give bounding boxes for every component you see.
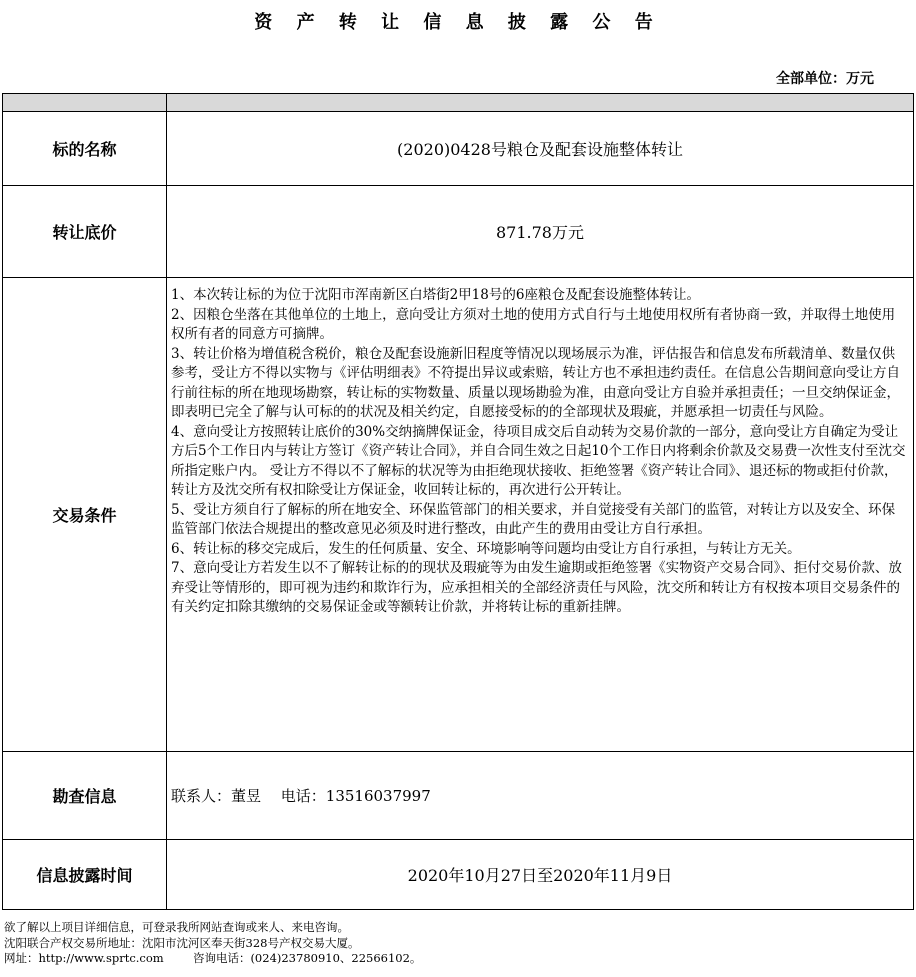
row-asset-name: [3, 112, 914, 186]
footer-line-address: 沈阳联合产权交易所地址：沈阳市沈河区奉天街328号产权交易大厦。: [4, 935, 360, 950]
unit-label: 全部单位：万元: [776, 71, 874, 87]
footer-line-inquiry: 欲了解以上项目详细信息，可登录我所网站查询或来人、来电咨询。: [4, 920, 349, 934]
row-reserve-price: [3, 186, 914, 278]
asset-name-label: 标的名称: [3, 112, 167, 186]
row-inspection-info: [3, 752, 914, 840]
trade-conditions-label: 交易条件: [3, 278, 167, 752]
condition-item: 6、转让标的移交完成后，发生的任何质量、安全、环境影响等问题均由受让方自行承担，与转让方无关。: [171, 540, 801, 557]
reserve-price-label: 转让底价: [3, 186, 167, 278]
row-disclosure-period: [3, 840, 914, 910]
condition-item: 2、因粮仓坐落在其他单位的土地上，意向受让方须对土地的使用方式自行与土地使用权所有者协商一致，并取得土地使用权所有者的同意方可摘牌。: [171, 306, 896, 342]
condition-item: 4、意向受让方按照转让底价的30%交纳摘牌保证金，待项目成交后自动转为交易价款的一部分，意向受让方自确定为受让方后5个工作日内与转让方签订《资产转让合同》，并自合同生效之日起10个工作日内将剩余价款及交易费一次性支付至沈交所指定账户内。 受让方不得以不了解标的状况等为由拒绝现状接收、拒绝签署《资产转让合同》、退还标的物或拒付价款，转让方及沈交所有权扣除受让方保证金，收回转让标的，再次进行公开转让。: [171, 423, 906, 498]
page-title: 资 产 转 让 信 息 披 露 公 告: [254, 12, 662, 33]
condition-item: 7、意向受让方若发生以不了解转让标的的现状及瑕疵等为由发生逾期或拒绝签署《实物资产交易合同》、拒付交易价款、放弃受让等情形的，即可视为违约和欺诈行为，应承担相关的全部经济责任与风险，沈交所和转让方有权按本项目交易条件的有关约定扣除其缴纳的交易保证金或等额转让价款，并将转让标的重新挂牌。: [171, 560, 902, 615]
disclosure-table: [2, 93, 914, 910]
disclosure-period-label: 信息披露时间: [3, 840, 167, 910]
inspection-info-label: 勘查信息: [3, 752, 167, 840]
header-cell-right: [167, 94, 914, 112]
condition-item: 1、本次转让标的为位于沈阳市浑南新区白塔街2甲18号的6座粮仓及配套设施整体转让。: [171, 287, 700, 303]
disclosure-period-value: 2020年10月27日至2020年11月9日: [167, 840, 914, 910]
row-trade-conditions: [3, 278, 914, 752]
asset-name-value: (2020)0428号粮仓及配套设施整体转让: [167, 112, 914, 186]
header-cell-left: [3, 94, 167, 112]
table-header-row: [3, 94, 914, 112]
footer-notes: [4, 920, 421, 967]
condition-item: 3、转让价格为增值税含税价，粮仓及配套设施新旧程度等情况以现场展示为准，评估报告和信息发布所载清单、数量仅供参考，受让方不得以实物与《评估明细表》不符提出异议或索赔，转让方也不承担违约责任。在信息公告期间意向受让方自行前往标的所在地现场勘察，转让标的实物数量、质量以现场勘验为准，由意向受让方自验并承担责任；一旦交纳保证金，即表明已完全了解与认可标的的状况及相关约定，自愿接受标的的全部现状及瑕疵，并愿承担一切责任与风险。: [171, 345, 900, 420]
reserve-price-value: 871.78万元: [167, 186, 914, 278]
footer-line-contact: 网址：http://www.sprtc.com 咨询电话：(024)23780910、22566102。: [4, 951, 422, 965]
trade-conditions-text: [167, 278, 914, 752]
inspection-contact: 联系人：董昱 电话：13516037997: [167, 752, 914, 840]
condition-item: 5、受让方须自行了解标的所在地安全、环保监管部门的相关要求，并自觉接受有关部门的监管，对转让方以及安全、环保监管部门依法合规提出的整改意见必须及时进行整改，由此产生的费用由受让方自行承担。: [171, 501, 896, 537]
